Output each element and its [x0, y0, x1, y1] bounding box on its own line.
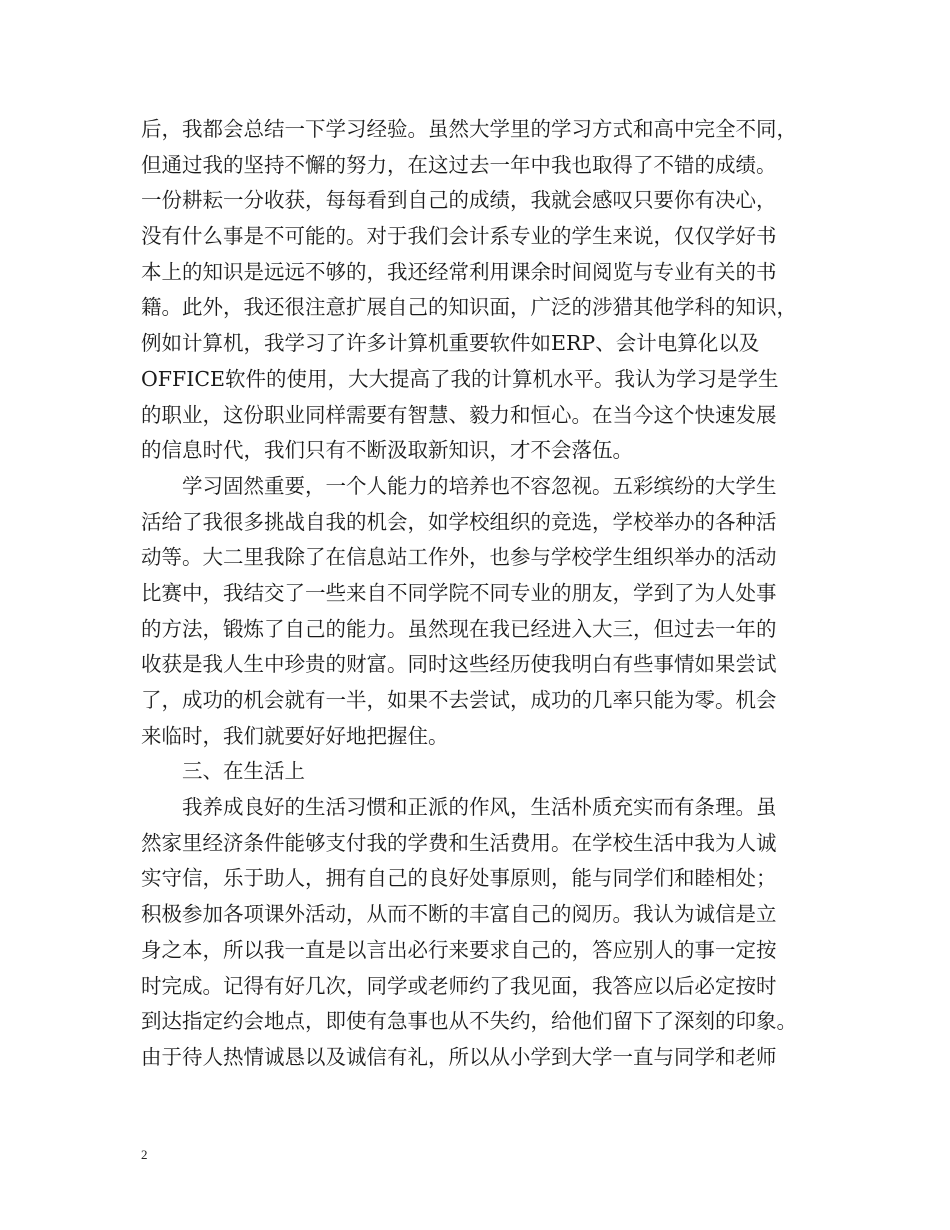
text-line: 我养成良好的生活习惯和正派的作风，生活朴质充实而有条理。虽	[141, 795, 777, 820]
text-line: 实守信，乐于助人，拥有自己的良好处事原则，能与同学们和睦相处；	[141, 866, 777, 891]
text-line: 籍。此外，我还很注意扩展自己的知识面，广泛的涉猎其他学科的知识，	[141, 295, 797, 320]
body-text	[141, 112, 831, 1076]
text-line: 的方法，锻炼了自己的能力。虽然现在我已经进入大三，但过去一年的	[141, 616, 777, 641]
text-line: 但通过我的坚持不懈的努力，在这过去一年中我也取得了不错的成绩。	[141, 152, 777, 177]
text-line: 例如计算机，我学习了许多计算机重要软件如ERP、会计电算化以及	[141, 331, 760, 356]
text-line: OFFICE软件的使用，大大提高了我的计算机水平。我认为学习是学生	[141, 366, 779, 391]
text-line: 比赛中，我结交了一些来自不同学院不同专业的朋友，学到了为人处事	[141, 580, 777, 605]
text-line: 然家里经济条件能够支付我的学费和生活费用。在学校生活中我为人诚	[141, 830, 777, 855]
text-line: 由于待人热情诚恳以及诚信有礼，所以从小学到大学一直与同学和老师	[141, 1044, 777, 1069]
text-line: 到达指定约会地点，即使有急事也从不失约，给他们留下了深刻的印象。	[141, 1009, 797, 1034]
page-number: 2	[141, 1147, 148, 1162]
text-line: 动等。大二里我除了在信息站工作外，也参与学校学生组织举办的活动	[141, 545, 777, 570]
text-line: 的职业，这份职业同样需要有智慧、毅力和恒心。在当今这个快速发展	[141, 402, 777, 427]
text-line: 了，成功的机会就有一半，如果不去尝试，成功的几率只能为零。机会	[141, 688, 777, 712]
text-line: 活给了我很多挑战自我的机会，如学校组织的竞选，学校举办的各种活	[141, 509, 777, 534]
text-line: 的信息时代，我们只有不断汲取新知识，才不会落伍。	[141, 438, 633, 463]
text-line: 本上的知识是远远不够的，我还经常利用课余时间阅览与专业有关的书	[141, 259, 777, 284]
text-line: 身之本，所以我一直是以言出必行来要求自己的，答应别人的事一定按	[141, 937, 777, 962]
text-line: 没有什么事是不可能的。对于我们会计系专业的学生来说，仅仅学好书	[141, 224, 777, 249]
text-line: 收获是我人生中珍贵的财富。同时这些经历使我明白有些事情如果尝试	[141, 652, 777, 677]
text-line: 来临时，我们就要好好地把握住。	[141, 723, 449, 748]
text-line: 时完成。记得有好几次，同学或老师约了我见面，我答应以后必定按时	[141, 973, 777, 998]
text-line: 积极参加各项课外活动，从而不断的丰富自己的阅历。我认为诚信是立	[141, 902, 777, 927]
text-line: 一份耕耘一分收获，每每看到自己的成绩，我就会感叹只要你有决心，	[141, 188, 777, 213]
section-heading: 三、在生活上	[141, 759, 305, 784]
text-line: 学习固然重要，一个人能力的培养也不容忽视。五彩缤纷的大学生	[141, 473, 777, 498]
text-line: 后，我都会总结一下学习经验。虽然大学里的学习方式和高中完全不同，	[141, 117, 797, 141]
